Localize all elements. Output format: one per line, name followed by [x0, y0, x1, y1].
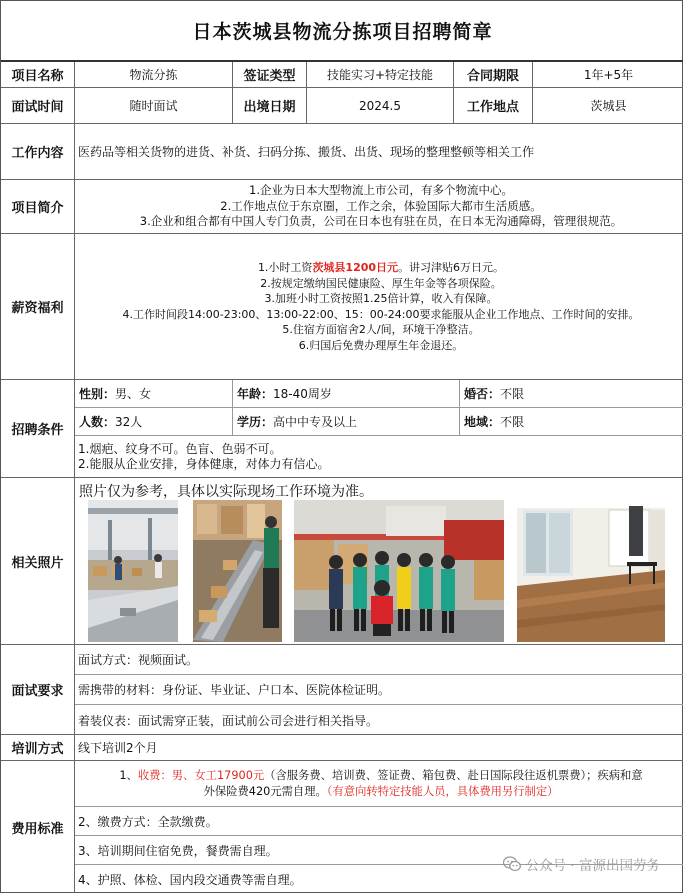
- contract-term-label: 合同期限: [454, 62, 533, 87]
- salary-line: 6.归国后免费办理厚生年金退还。: [298, 338, 464, 352]
- intro-line: 2.工作地点位于东京圈，工作之余，体验国际大都市生活质感。: [220, 198, 542, 213]
- marital-label: 婚否：: [464, 387, 501, 401]
- salary-line-1-prefix: 1.小时工资: [257, 261, 313, 274]
- region-value: 不限: [500, 415, 525, 429]
- contract-term-value: 1年+5年: [583, 68, 634, 82]
- interview-materials: 需携带的材料：身份证、毕业证、户口本、医院体检证明。: [75, 675, 683, 705]
- interview-method: 面试方式：视频面试。: [75, 645, 683, 675]
- requirement-note: 1.烟疤、纹身不可。色盲、色弱不可。: [78, 441, 282, 456]
- training-text: 线下培训2个月: [78, 741, 158, 755]
- count-value: 32人: [115, 415, 143, 429]
- work-location-value: 茨城县: [590, 99, 627, 113]
- requirements-content: [75, 380, 683, 477]
- photos-caption: 照片仅为参考，具体以实际现场工作环境为准。: [79, 484, 373, 500]
- fees-item-1-line-1: [119, 768, 642, 784]
- salary-line: 2.按规定缴纳国民健康险、厚生年金等各项保险。: [260, 276, 502, 290]
- work-content-label: 工作内容: [1, 124, 75, 179]
- photos-row: [1, 478, 683, 645]
- education-label: 学历：: [237, 415, 274, 429]
- age-cell: [233, 380, 460, 407]
- watermark: [503, 854, 660, 874]
- fees-item-1-number: 1、: [119, 768, 138, 782]
- salary-line-1-suffix: 。讲习津贴6万日元。: [398, 261, 505, 274]
- salary-label: 薪资福利: [1, 234, 75, 379]
- age-value: 18-40周岁: [273, 387, 332, 401]
- info-row-project: [1, 62, 683, 88]
- salary-line: 4.工作时间段14:00-23:00、13:00-22:00、15：00-24:00要求能服从企业工作地点、工作时间的安排。: [122, 307, 640, 321]
- fees-item-2: 2、缴费方式：全款缴费。: [75, 807, 683, 836]
- fees-item-3: 3、培训期间住宿免费，餐费需自理。: [75, 836, 683, 865]
- training-row: [1, 735, 683, 761]
- hourly-wage-highlight: 茨城县1200日元: [312, 261, 399, 274]
- project-intro-label: 项目简介: [1, 180, 75, 233]
- project-intro-lines: [75, 180, 683, 233]
- fees-item-4: 4、护照、体检、国内段交通费等需自理。: [78, 873, 302, 887]
- interview-time-label: 面试时间: [1, 88, 75, 123]
- exit-date-value: 2024.5: [307, 88, 454, 123]
- gender-value: 男、女: [115, 387, 152, 401]
- watermark-text: 公众号 · 富源出国劳务: [525, 858, 660, 874]
- region-label: 地域：: [464, 415, 501, 429]
- requirements-row-2: [75, 408, 683, 436]
- work-location-label: 工作地点: [454, 88, 533, 123]
- fees-amount-highlight: 收费：男、女工17900元: [137, 768, 265, 782]
- visa-type-label: 签证类型: [233, 62, 307, 87]
- education-cell: [233, 408, 460, 435]
- intro-line: 1.企业为日本大型物流上市公司，有多个物流中心。: [249, 183, 513, 198]
- salary-line: 5.住宿方面宿舍2人/间，环境干净整洁。: [282, 323, 480, 336]
- project-name-value: 物流分拣: [75, 62, 233, 87]
- requirements-notes: [75, 436, 683, 478]
- count-label: 人数：: [79, 415, 116, 429]
- intro-line: 3.企业和组合都有中国人专门负责，公司在日本也有驻在员，在日本无沟通障碍，管理很规范。: [139, 214, 623, 229]
- salary-row: [1, 234, 683, 380]
- requirement-note: 2.能服从企业安排，身体健康，对体力有信心。: [78, 457, 330, 471]
- project-intro-row: [1, 180, 683, 234]
- salary-line: 3.加班小时工资按照1.25倍计算，收入有保障。: [264, 292, 498, 305]
- gender-label: 性别：: [79, 387, 116, 401]
- requirements-row-1: [75, 380, 683, 408]
- interview-req-row: [1, 645, 683, 735]
- requirements-row: [1, 380, 683, 478]
- photos-label: 相关照片: [1, 478, 75, 644]
- project-name-label: 项目名称: [1, 62, 75, 87]
- fees-label: 费用标准: [1, 761, 75, 893]
- fees-item-1: [75, 761, 683, 807]
- interview-dress-code: 着装仪表：面试需穿正装，面试前公司会进行相关指导。: [78, 713, 379, 728]
- marital-cell: [460, 380, 683, 407]
- education-value: 高中中专及以上: [273, 415, 358, 429]
- sorting-line-photo: [193, 500, 282, 642]
- interview-time-value: 随时面试: [75, 88, 233, 123]
- work-content-text: 医药品等相关货物的进货、补货、扫码分拣、搬货、出货、现场的整理整顿等相关工作: [78, 145, 535, 159]
- warehouse-conveyor-photo: [88, 500, 178, 642]
- fees-specified-skill-note: （有意向转特定技能人员，具体费用另行制定）: [326, 784, 559, 798]
- age-label: 年龄：: [237, 387, 274, 401]
- team-group-photo: [294, 500, 504, 642]
- interview-req-label: 面试要求: [1, 645, 75, 734]
- page-title: 日本茨城县物流分拣项目招聘简章: [1, 1, 683, 62]
- dormitory-room-photo: [517, 500, 665, 642]
- salary-line-1: [258, 260, 504, 276]
- exit-date-label: 出境日期: [233, 88, 307, 123]
- interview-req-content: [75, 645, 683, 734]
- visa-type-value: 技能实习+特定技能: [307, 62, 454, 87]
- fees-item-1-line-2: [204, 784, 559, 800]
- work-content-row: [1, 124, 683, 180]
- info-row-interview: [1, 88, 683, 124]
- count-cell: [75, 408, 233, 435]
- requirements-label: 招聘条件: [1, 380, 75, 477]
- fees-insurance-note: 外保险费420元需自理。: [203, 784, 327, 798]
- training-label: 培训方式: [1, 735, 75, 760]
- gender-cell: [75, 380, 233, 407]
- salary-lines: [75, 234, 683, 379]
- marital-value: 不限: [500, 387, 525, 401]
- wechat-icon: [503, 856, 521, 872]
- fees-item-1-detail: （含服务费、培训费、签证费、箱包费、赴日国际段往返机票费）；疾病和意: [264, 768, 643, 782]
- region-cell: [460, 408, 683, 435]
